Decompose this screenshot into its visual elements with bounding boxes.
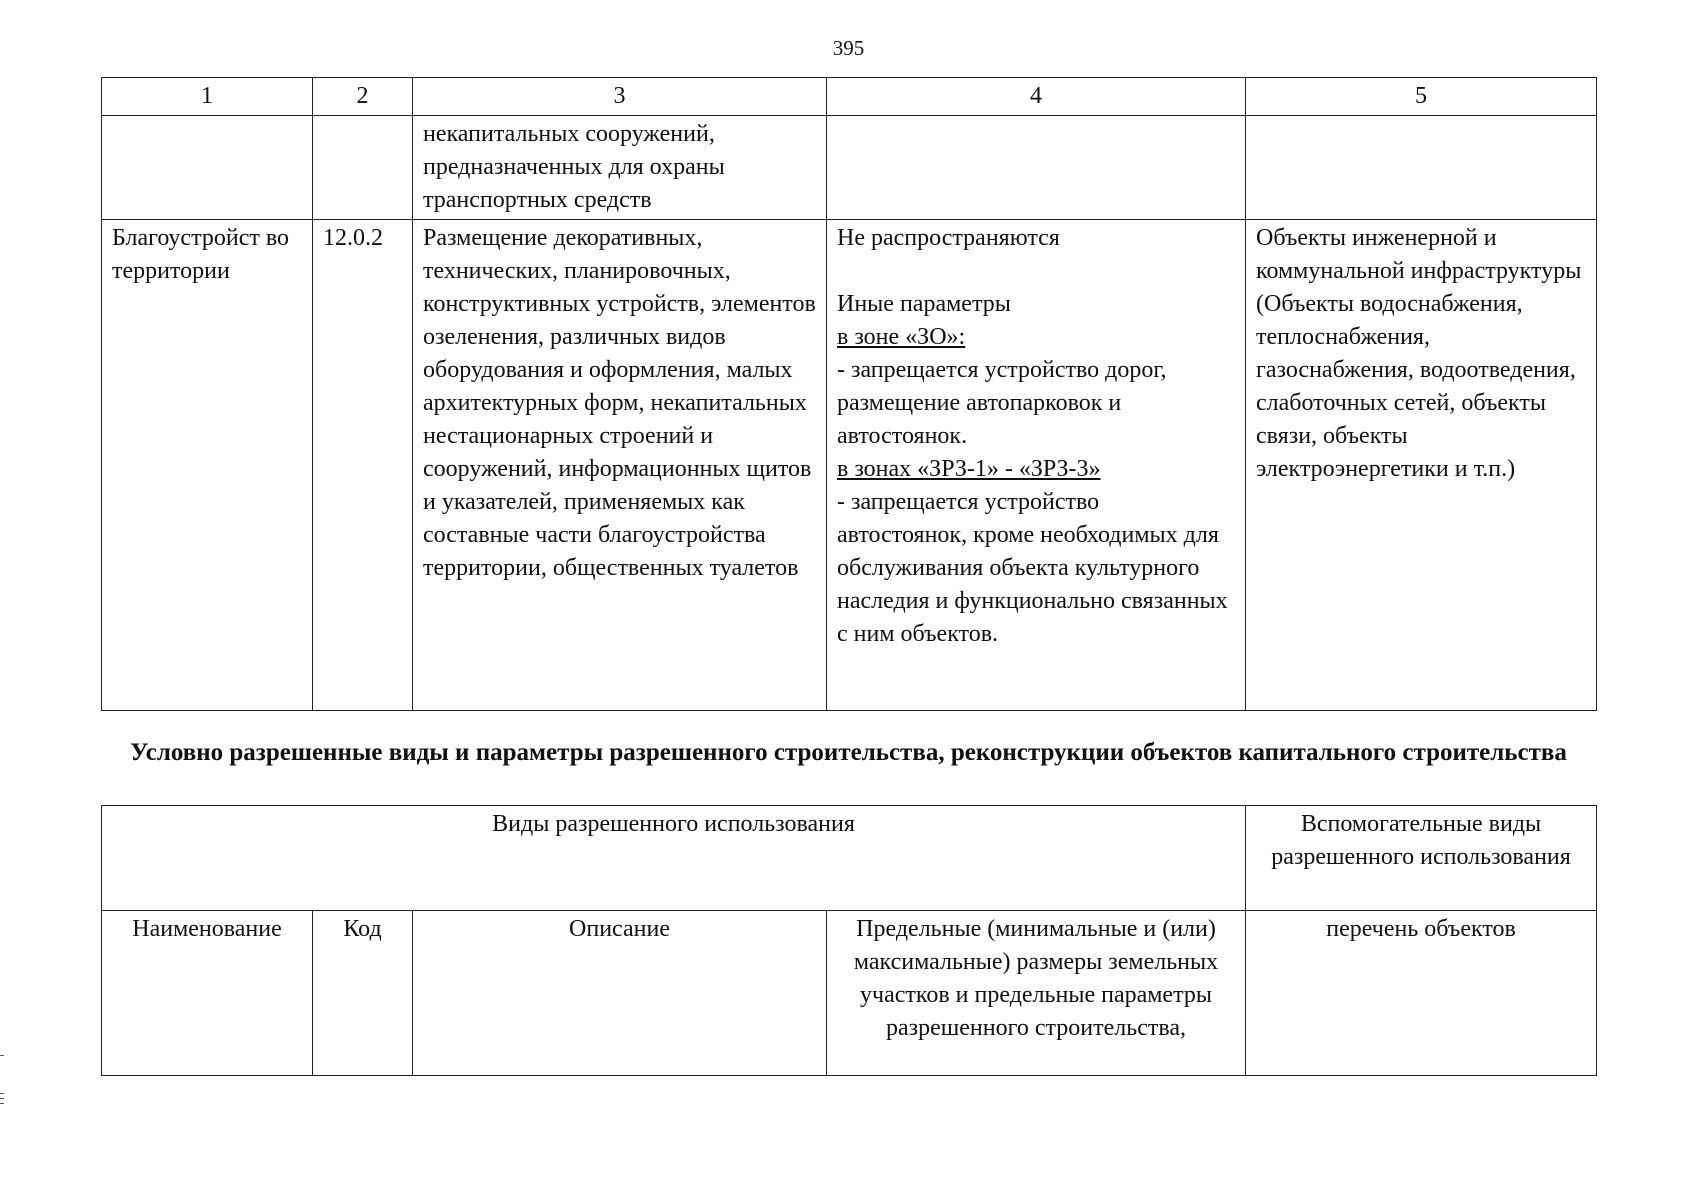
section-title: Условно разрешенные виды и параметры разрешенного строительства, реконструкции объектов капитального строительства: [130, 739, 1567, 766]
margin-mark: [0, 1055, 4, 1056]
table-row: [102, 220, 1597, 711]
auxiliary-objects-cell: Объекты инженерной и коммунальной инфраструктуры (Объекты водоснабжения, теплоснабжения, газоснабжения, водоотведения, слаботочных сетей, объекты связи, объекты электроэнергетики и т.п.): [1246, 220, 1597, 711]
column-header-description: Описание: [413, 911, 827, 1076]
column-number: 2: [313, 78, 413, 116]
parameter-text: - запрещается устройство дорог, размещение автопарковок и автостоянок.: [837, 357, 1167, 449]
column-number: 5: [1246, 78, 1597, 116]
use-code-cell: 12.0.2: [313, 220, 413, 711]
use-description-cell: Размещение декоративных, технических, планировочных, конструктивных устройств, элементов озеленения, различных видов оборудования и оформления, малых архитектурных форм, некапитальных нестационарных строений и сооружений, информационных щитов и указателей, применяемых как составные части благоустройства территории, общественных туалетов: [413, 220, 827, 711]
permitted-uses-table: [101, 77, 1597, 711]
parameter-gap: [837, 255, 1235, 288]
column-number: 4: [827, 78, 1246, 116]
column-header-row: [102, 911, 1597, 1076]
parameter-text: - запрещается устройство автостоянок, кроме необходимых для обслуживания объекта культурного наследия и функционально связанных с ним объектов.: [837, 489, 1228, 647]
auxiliary-uses-header: Вспомогательные виды разрешенного использования: [1246, 806, 1597, 911]
page-number: 395: [832, 36, 865, 60]
column-number: 1: [102, 78, 313, 116]
zone-heading: в зоне «ЗО»:: [837, 324, 966, 350]
use-code-cell: [313, 116, 413, 220]
column-number: 3: [413, 78, 827, 116]
column-number-row: [102, 78, 1597, 116]
column-header-objects: перечень объектов: [1246, 911, 1597, 1076]
use-name-cell: [102, 116, 313, 220]
use-parameters-cell: [827, 220, 1246, 711]
use-parameters-cell: [827, 116, 1246, 220]
margin-mark: [0, 1093, 4, 1094]
column-header-name: Наименование: [102, 911, 313, 1076]
margin-mark: [0, 1098, 4, 1099]
uses-group-header: Виды разрешенного использования: [102, 806, 1246, 911]
column-header-code: Код: [313, 911, 413, 1076]
column-header-parameters: Предельные (минимальные и (или) максимальные) размеры земельных участков и предельные параметры разрешенного строительства,: [827, 911, 1246, 1076]
margin-mark: [0, 1103, 4, 1104]
use-name-cell: Благоустройст во территории: [102, 220, 313, 711]
group-header-row: [102, 806, 1597, 911]
table-row: [102, 116, 1597, 220]
use-description-cell: некапитальных сооружений, предназначенных для охраны транспортных средств: [413, 116, 827, 220]
zone-heading: в зонах «ЗРЗ-1» - «ЗРЗ-3»: [837, 456, 1101, 482]
parameter-text: Иные параметры: [837, 291, 1011, 317]
conditional-uses-table: [101, 805, 1597, 1076]
parameter-text: Не распространяются: [837, 225, 1060, 251]
auxiliary-objects-cell: [1246, 116, 1597, 220]
